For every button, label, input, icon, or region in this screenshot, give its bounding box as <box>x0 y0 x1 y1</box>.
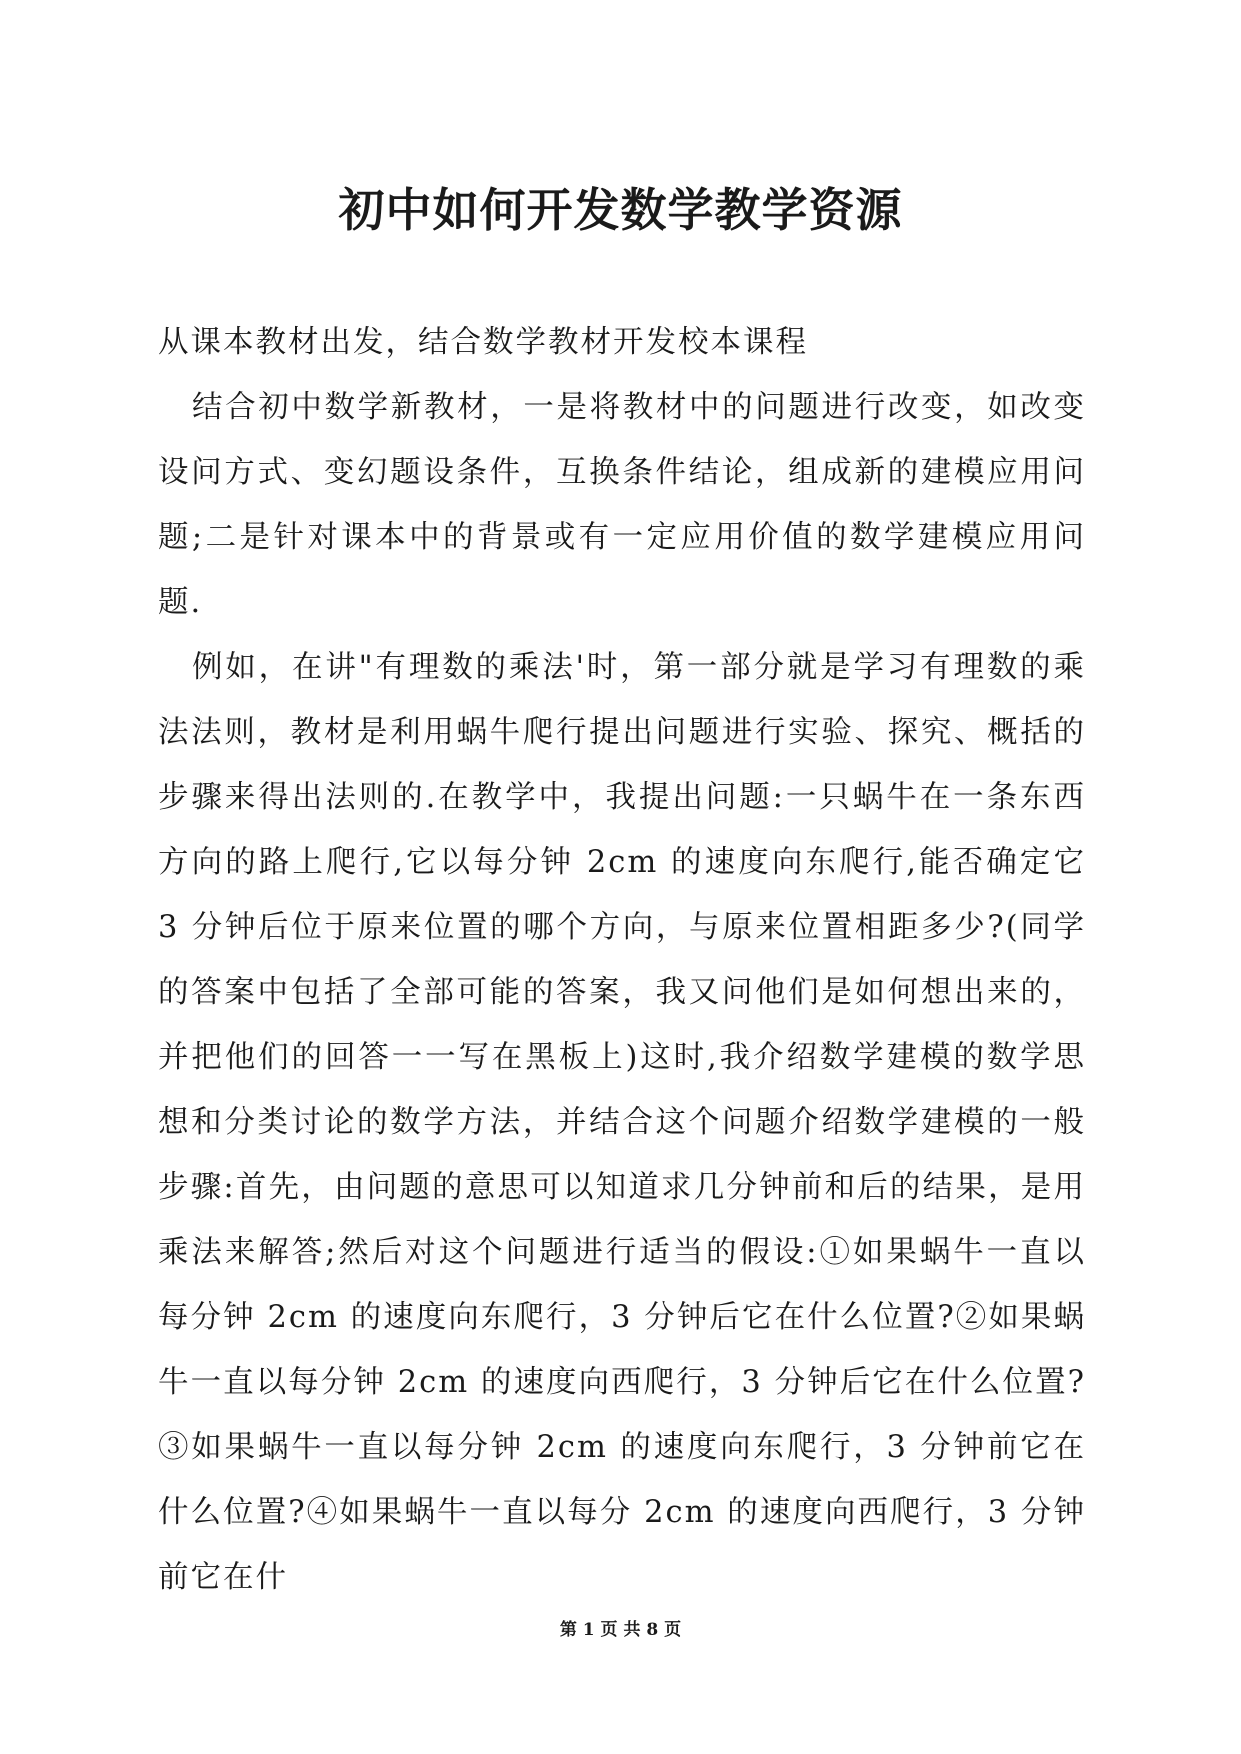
document-body <box>158 310 1086 1610</box>
page-title: 初中如何开发数学教学资源 <box>338 183 903 237</box>
paragraph: 从课本教材出发，结合数学教材开发校本课程 <box>158 325 808 360</box>
paragraph: 结合初中数学新教材，一是将教材中的问题进行改变，如改变设问方式、变幻题设条件，互换条件结论，组成新的建模应用问题;二是针对课本中的背景或有一定应用价值的数学建模应用问题. <box>158 390 1086 620</box>
page-number: 第 1 页 共 8 页 <box>559 1620 682 1640</box>
paragraph: 例如，在讲"有理数的乘法'时，第一部分就是学习有理数的乘法法则，教材是利用蜗牛爬行提出问题进行实验、探究、概括的步骤来得出法则的.在教学中，我提出问题:一只蜗牛在一条东西方向的路上爬行,它以每分钟 2cm 的速度向东爬行,能否确定它 3 分钟后位于原来位置的哪个方向，与原来位置相距多少?(同学的答案中包括了全部可能的答案，我又问他们是如何想出来的，并把他们的回答一一写在黑板上)这时,我介绍数学建模的数学思想和分类讨论的数学方法，并结合这个问题介绍数学建模的一般步骤:首先，由问题的意思可以知道求几分钟前和后的结果，是用乘法来解答;然后对这个问题进行适当的假设:①如果蜗牛一直以每分钟 2cm 的速度向东爬行，3 分钟后它在什么位置?②如果蜗牛一直以每分钟 2cm 的速度向西爬行，3 分钟后它在什么位置?③如果蜗牛一直以每分钟 2cm 的速度向东爬行，3 分钟前它在什么位置?④如果蜗牛一直以每分 2cm 的速度向西爬行，3 分钟前它在什 <box>158 650 1086 1595</box>
